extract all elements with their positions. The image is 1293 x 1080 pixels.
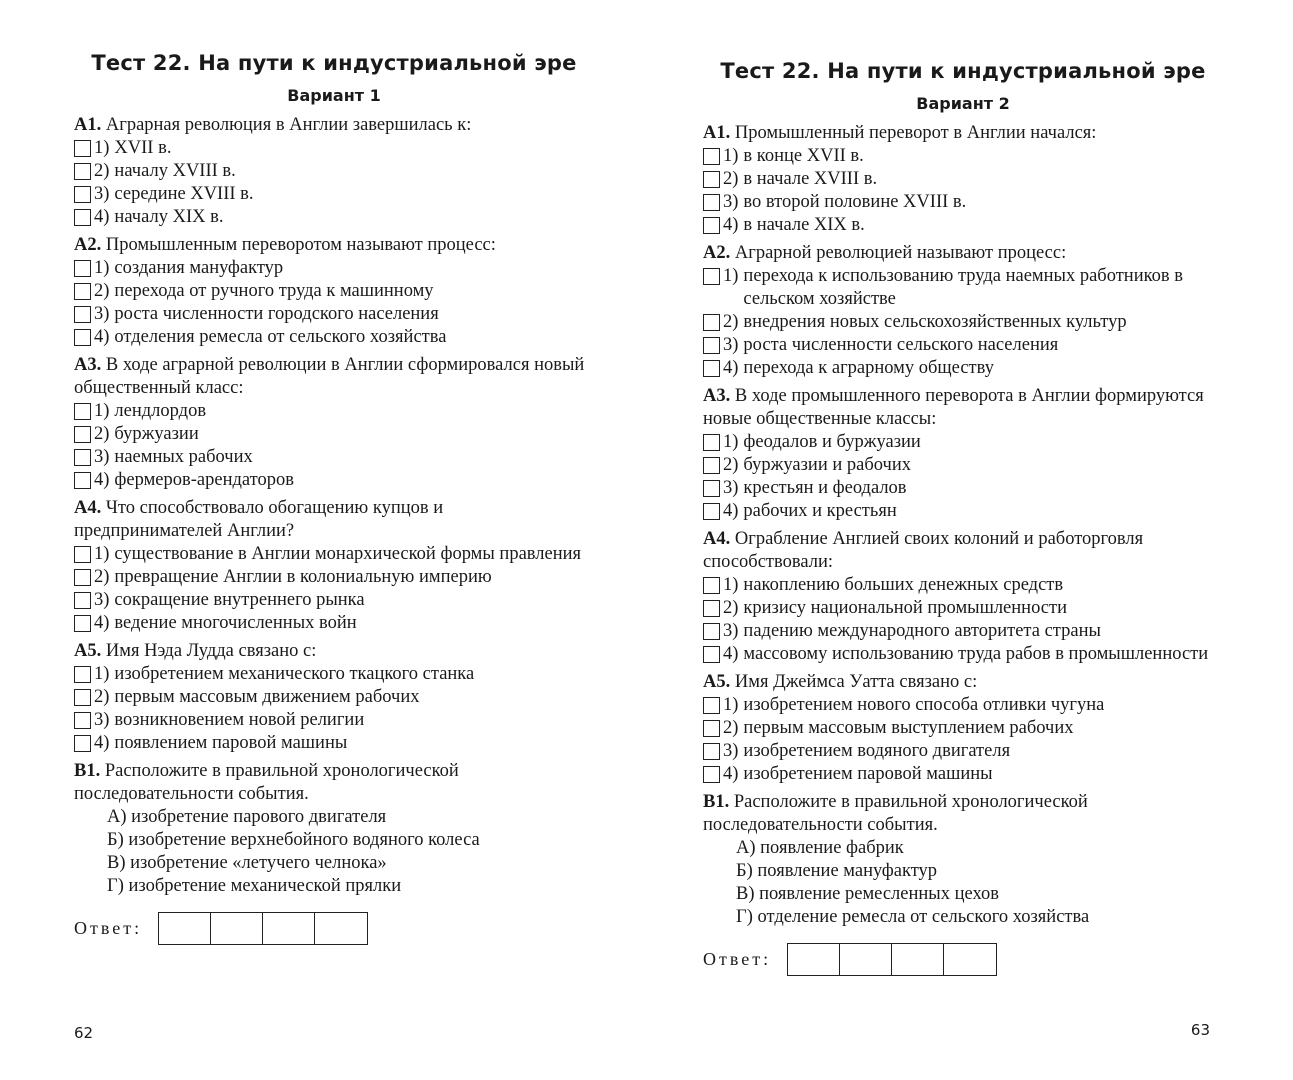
answer-checkbox[interactable]: [74, 472, 91, 489]
option-text: возникновением новой религии: [114, 710, 365, 730]
answer-option[interactable]: [703, 574, 1223, 597]
question-prompt: Расположите в правильной хронологической последовательности события.: [74, 761, 459, 804]
question-text: [703, 528, 1223, 574]
option-number: 1): [723, 432, 739, 452]
question-text: [74, 760, 594, 806]
answer-option[interactable]: [74, 663, 594, 686]
option-number: 4): [94, 613, 110, 633]
answer-checkbox[interactable]: [703, 623, 720, 640]
answer-checkbox[interactable]: [74, 689, 91, 706]
question-number: А5.: [74, 641, 102, 661]
question-text: [703, 122, 1223, 145]
option-text: рабочих и крестьян: [743, 501, 897, 521]
answer-checkbox[interactable]: [703, 457, 720, 474]
option-text: изобретением нового способа отливки чугуна: [743, 695, 1105, 715]
answer-checkbox[interactable]: [74, 569, 91, 586]
option-text: феодалов и буржуазии: [743, 432, 921, 452]
option-number: 1): [94, 258, 110, 278]
question-prompt: Промышленным переворотом называют процесс:: [105, 235, 496, 255]
option-text: в начале XIX в.: [743, 215, 865, 235]
question-text: [74, 114, 594, 137]
question-number: А3.: [703, 386, 731, 406]
answer-box-1[interactable]: [788, 944, 840, 975]
question-text: [703, 242, 1223, 265]
answer-checkbox[interactable]: [74, 306, 91, 323]
sequence-item: Б) изобретение верхнебойного водяного колеса: [107, 830, 480, 850]
question-1: [74, 114, 594, 229]
answer-option[interactable]: [703, 597, 1223, 620]
question-2: [74, 234, 594, 349]
option-text: началу XVIII в.: [114, 161, 236, 181]
option-number: 4): [723, 501, 739, 521]
question-5: [703, 671, 1223, 786]
question-4: [74, 497, 594, 635]
answer-checkbox[interactable]: [74, 449, 91, 466]
question-3: [74, 354, 594, 492]
option-number: 1): [723, 695, 739, 715]
sequence-item: Г) изобретение механической прялки: [107, 876, 402, 896]
question-1: [703, 122, 1223, 237]
answer-option[interactable]: [703, 694, 1223, 717]
option-text: во второй половине XVIII в.: [743, 192, 967, 212]
answer-option[interactable]: [703, 191, 1223, 214]
option-number: 3): [723, 478, 739, 498]
question-number: А1.: [703, 123, 731, 143]
answer-checkbox[interactable]: [703, 577, 720, 594]
option-text: крестьян и феодалов: [743, 478, 907, 498]
answer-checkbox[interactable]: [703, 148, 720, 165]
question-prompt: Ограбление Англией своих колоний и работорговля способствовали:: [703, 529, 1144, 572]
question-number: А4.: [703, 529, 731, 549]
option-number: 3): [94, 184, 110, 204]
question-number: А1.: [74, 115, 102, 135]
answer-box-2[interactable]: [211, 913, 263, 944]
answer-option[interactable]: [703, 357, 1223, 380]
question-prompt: Аграрная революция в Англии завершилась к:: [105, 115, 472, 135]
answer-option[interactable]: [74, 589, 594, 612]
option-text: наемных рабочих: [114, 447, 253, 467]
answer-option[interactable]: [703, 763, 1223, 786]
answer-option[interactable]: [74, 686, 594, 709]
option-text: превращение Англии в колониальную империю: [114, 567, 492, 587]
question-text: [74, 354, 594, 400]
question-2: [703, 242, 1223, 380]
option-text: началу XIX в.: [114, 207, 224, 227]
answer-checkbox[interactable]: [703, 743, 720, 760]
answer-checkbox[interactable]: [703, 766, 720, 783]
option-number: 4): [723, 764, 739, 784]
option-text: перехода к использованию труда наемных работников в сельском хозяйстве: [743, 266, 1184, 309]
question-number: А5.: [703, 672, 731, 692]
option-text: буржуазии и рабочих: [743, 455, 911, 475]
question-prompt: Имя Нэда Лудда связано с:: [105, 641, 317, 661]
answer-option[interactable]: [74, 303, 594, 326]
answer-box-3[interactable]: [892, 944, 944, 975]
answer-checkbox[interactable]: [703, 314, 720, 331]
option-number: 2): [723, 169, 739, 189]
answer-option[interactable]: [703, 620, 1223, 643]
answer-option[interactable]: [703, 717, 1223, 740]
answer-option[interactable]: [74, 280, 594, 303]
question-prompt: Имя Джеймса Уатта связано с:: [734, 672, 978, 692]
option-number: 3): [723, 741, 739, 761]
option-text: изобретением водяного двигателя: [743, 741, 1011, 761]
option-text: падению международного авторитета страны: [743, 621, 1101, 641]
answer-boxes: [787, 943, 997, 976]
question-number: А2.: [703, 243, 731, 263]
answer-option[interactable]: [703, 740, 1223, 763]
answer-checkbox[interactable]: [703, 600, 720, 617]
option-text: перехода к аграрному обществу: [743, 358, 994, 378]
option-number: 1): [723, 575, 739, 595]
question-number: А4.: [74, 498, 102, 518]
option-text: кризису национальной промышленности: [743, 598, 1067, 618]
option-number: 4): [94, 207, 110, 227]
option-text: роста численности городского населения: [114, 304, 439, 324]
answer-option[interactable]: [74, 400, 594, 423]
answer-checkbox[interactable]: [703, 697, 720, 714]
answer-option[interactable]: [703, 643, 1223, 666]
answer-box-2[interactable]: [840, 944, 892, 975]
option-text: появлением паровой машины: [114, 733, 348, 753]
answer-checkbox[interactable]: [703, 217, 720, 234]
answer-option[interactable]: [703, 265, 1223, 311]
answer-checkbox[interactable]: [74, 426, 91, 443]
option-number: 1): [94, 664, 110, 684]
option-text: XVII в.: [114, 138, 172, 158]
option-number: 4): [94, 733, 110, 753]
answer-box-4[interactable]: [944, 944, 996, 975]
answer-option[interactable]: [74, 206, 594, 229]
option-text: лендлордов: [114, 401, 207, 421]
page-right: [703, 0, 1223, 1080]
answer-checkbox[interactable]: [703, 503, 720, 520]
option-number: 4): [723, 215, 739, 235]
page-left: [74, 0, 594, 1080]
sequence-item: Б) появление мануфактур: [736, 861, 938, 881]
answer-option[interactable]: [703, 214, 1223, 237]
answer-checkbox[interactable]: [703, 268, 720, 285]
answer-box-4[interactable]: [315, 913, 367, 944]
option-number: 2): [94, 424, 110, 444]
option-number: 3): [94, 447, 110, 467]
option-text: массовому использованию труда рабов в промышленности: [743, 644, 1209, 664]
answer-row: [74, 912, 594, 945]
sequence-item: А) изобретение парового двигателя: [107, 807, 387, 827]
option-number: 1): [94, 401, 110, 421]
option-text: изобретением паровой машины: [743, 764, 993, 784]
variant-heading: Вариант 1: [287, 86, 381, 105]
option-number: 2): [94, 567, 110, 587]
answer-checkbox[interactable]: [703, 480, 720, 497]
option-number: 1): [94, 544, 110, 564]
question-number: В1.: [703, 792, 730, 812]
option-number: 2): [723, 312, 739, 332]
option-text: фермеров-арендаторов: [114, 470, 294, 490]
answer-label: Ответ:: [74, 918, 143, 938]
option-number: 1): [723, 266, 739, 286]
question-3: [703, 385, 1223, 523]
option-number: 2): [723, 455, 739, 475]
variant-heading: Вариант 2: [916, 94, 1010, 113]
option-number: 4): [723, 358, 739, 378]
answer-option[interactable]: [703, 454, 1223, 477]
answer-checkbox[interactable]: [74, 209, 91, 226]
question-b1: [74, 760, 594, 945]
option-number: 4): [94, 470, 110, 490]
question-text: [703, 791, 1223, 837]
question-b1: [703, 791, 1223, 976]
sequence-item: В) появление ремесленных цехов: [736, 884, 1000, 904]
option-number: 3): [723, 335, 739, 355]
option-text: сокращение внутреннего рынка: [114, 590, 365, 610]
question-prompt: В ходе промышленного переворота в Англии формируются новые общественные классы:: [703, 386, 1204, 429]
option-text: первым массовым выступлением рабочих: [743, 718, 1074, 738]
option-number: 2): [94, 687, 110, 707]
answer-checkbox[interactable]: [74, 283, 91, 300]
option-text: накоплению больших денежных средств: [743, 575, 1064, 595]
question-text: [703, 671, 1223, 694]
answer-checkbox[interactable]: [74, 615, 91, 632]
option-number: 2): [723, 598, 739, 618]
option-number: 3): [723, 192, 739, 212]
option-text: ведение многочисленных войн: [114, 613, 357, 633]
option-text: середине XVIII в.: [114, 184, 254, 204]
option-text: внедрения новых сельскохозяйственных культур: [743, 312, 1127, 332]
answer-option[interactable]: [703, 145, 1223, 168]
answer-checkbox[interactable]: [74, 186, 91, 203]
answer-option[interactable]: [74, 137, 594, 160]
option-text: перехода от ручного труда к машинному: [114, 281, 434, 301]
answer-checkbox[interactable]: [74, 735, 91, 752]
answer-checkbox[interactable]: [703, 434, 720, 451]
answer-checkbox[interactable]: [74, 592, 91, 609]
answer-checkbox[interactable]: [703, 360, 720, 377]
sequence-item: Г) отделение ремесла от сельского хозяйства: [736, 907, 1090, 927]
option-text: изобретением механического ткацкого станка: [114, 664, 475, 684]
question-text: [703, 385, 1223, 431]
option-number: 3): [94, 710, 110, 730]
option-number: 3): [94, 304, 110, 324]
answer-checkbox[interactable]: [74, 260, 91, 277]
answer-option[interactable]: [74, 709, 594, 732]
questions: [74, 114, 594, 945]
answer-checkbox[interactable]: [74, 140, 91, 157]
answer-checkbox[interactable]: [703, 646, 720, 663]
option-number: 1): [723, 146, 739, 166]
answer-option[interactable]: [703, 168, 1223, 191]
question-text: [74, 640, 594, 663]
option-text: первым массовым движением рабочих: [114, 687, 420, 707]
option-text: отделения ремесла от сельского хозяйства: [114, 327, 447, 347]
answer-option[interactable]: [703, 334, 1223, 357]
option-number: 2): [94, 281, 110, 301]
option-text: роста численности сельского населения: [743, 335, 1059, 355]
option-number: 3): [723, 621, 739, 641]
question-text: [74, 234, 594, 257]
answer-option[interactable]: [74, 423, 594, 446]
page-number: 62: [74, 1024, 94, 1042]
answer-row: [703, 943, 1223, 976]
answer-option[interactable]: [74, 326, 594, 349]
question-number: А2.: [74, 235, 102, 255]
option-text: в конце XVII в.: [743, 146, 864, 166]
questions: [703, 122, 1223, 976]
answer-option[interactable]: [74, 446, 594, 469]
option-number: 2): [94, 161, 110, 181]
answer-checkbox[interactable]: [703, 720, 720, 737]
answer-option[interactable]: [74, 543, 594, 566]
option-number: 4): [723, 644, 739, 664]
question-prompt: Что способствовало обогащению купцов и предпринимателей Англии?: [74, 498, 444, 541]
question-text: [74, 497, 594, 543]
question-4: [703, 528, 1223, 666]
question-prompt: Расположите в правильной хронологической последовательности события.: [703, 792, 1088, 835]
option-text: создания мануфактур: [114, 258, 284, 278]
answer-option[interactable]: [74, 183, 594, 206]
option-number: 2): [723, 718, 739, 738]
answer-option[interactable]: [703, 477, 1223, 500]
option-number: 3): [94, 590, 110, 610]
answer-option[interactable]: [74, 566, 594, 589]
answer-box-3[interactable]: [263, 913, 315, 944]
answer-option[interactable]: [74, 257, 594, 280]
page-number: 63: [1190, 1021, 1210, 1039]
question-number: А3.: [74, 355, 102, 375]
option-text: в начале XVIII в.: [743, 169, 878, 189]
test-title: Тест 22. На пути к индустриальной эре: [720, 59, 1206, 83]
answer-option[interactable]: [703, 431, 1223, 454]
answer-option[interactable]: [703, 500, 1223, 523]
question-prompt: Аграрной революцией называют процесс:: [734, 243, 1067, 263]
answer-checkbox[interactable]: [74, 712, 91, 729]
option-number: 4): [94, 327, 110, 347]
answer-boxes: [158, 912, 368, 945]
answer-option[interactable]: [703, 311, 1223, 334]
answer-option[interactable]: [74, 160, 594, 183]
answer-checkbox[interactable]: [703, 171, 720, 188]
answer-box-1[interactable]: [159, 913, 211, 944]
question-number: В1.: [74, 761, 101, 781]
option-number: 1): [94, 138, 110, 158]
question-prompt: В ходе аграрной революции в Англии сформировался новый общественный класс:: [74, 355, 585, 398]
option-text: существование в Англии монархической формы правления: [114, 544, 582, 564]
sequence-item: В) изобретение «летучего челнока»: [107, 853, 387, 873]
answer-checkbox[interactable]: [74, 403, 91, 420]
answer-checkbox[interactable]: [74, 329, 91, 346]
answer-label: Ответ:: [703, 949, 772, 969]
answer-option[interactable]: [74, 612, 594, 635]
sequence-item: А) появление фабрик: [736, 838, 904, 858]
answer-checkbox[interactable]: [703, 337, 720, 354]
question-prompt: Промышленный переворот в Англии начался:: [734, 123, 1097, 143]
answer-checkbox[interactable]: [74, 666, 91, 683]
test-title: Тест 22. На пути к индустриальной эре: [91, 51, 577, 75]
answer-option[interactable]: [74, 732, 594, 755]
option-text: буржуазии: [114, 424, 199, 444]
question-5: [74, 640, 594, 755]
answer-checkbox[interactable]: [74, 546, 91, 563]
answer-option[interactable]: [74, 469, 594, 492]
answer-checkbox[interactable]: [703, 194, 720, 211]
answer-checkbox[interactable]: [74, 163, 91, 180]
